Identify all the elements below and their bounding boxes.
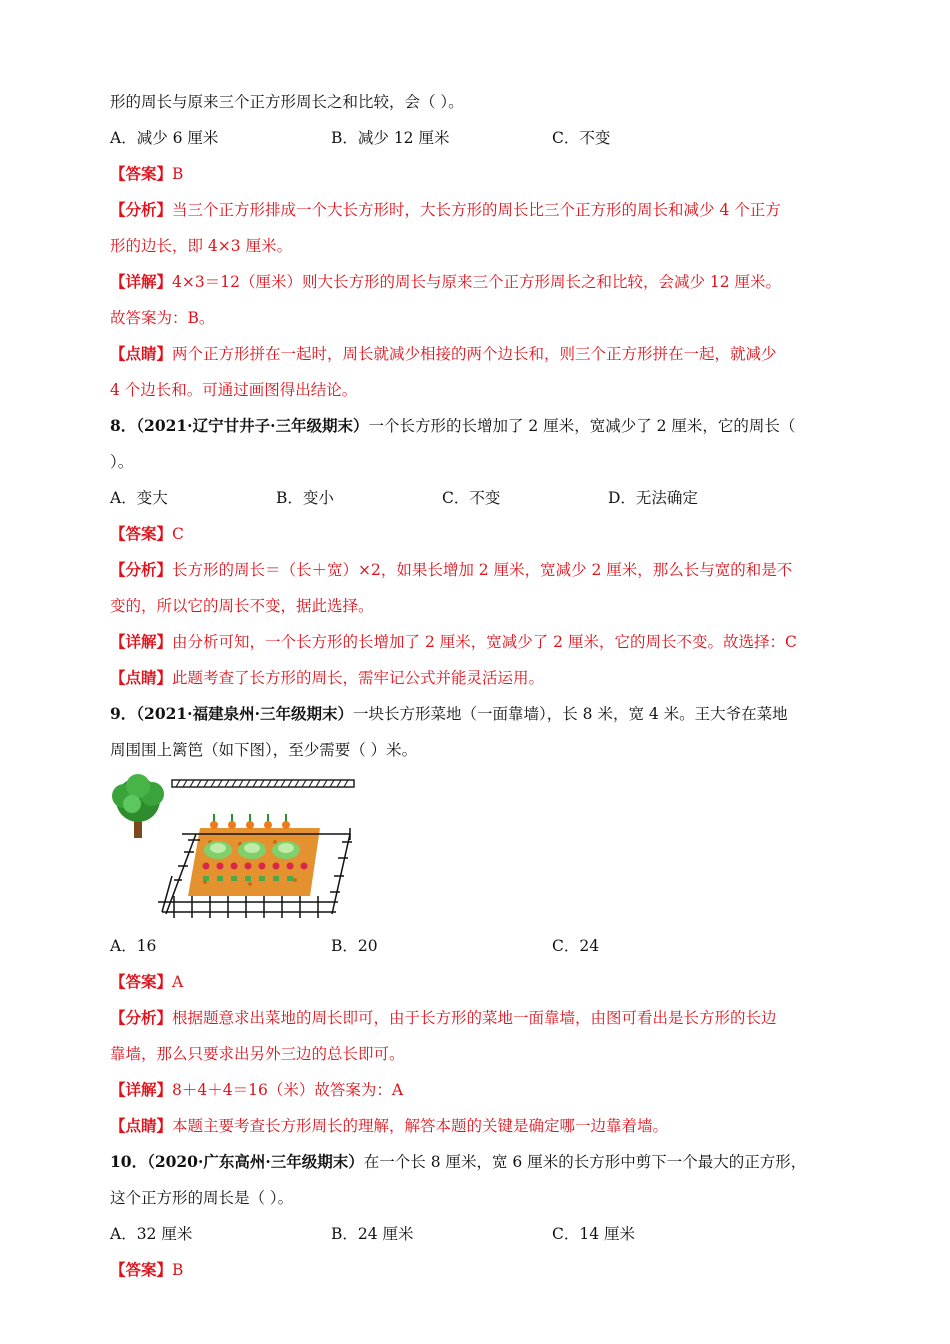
q7-options <box>110 128 840 148</box>
q8-option-d[interactable]: D．无法确定 <box>608 489 698 507</box>
q10-option-b[interactable]: B．24 厘米 <box>331 1225 414 1243</box>
wall-icon <box>172 780 354 787</box>
q8-option-c[interactable]: C．不变 <box>442 489 501 507</box>
q7-detail-cont: 故答案为：B。 <box>110 309 215 327</box>
q10-option-a[interactable]: A．32 厘米 <box>110 1225 193 1243</box>
q10-answer: 【答案】B <box>110 1260 184 1279</box>
q8-option-a[interactable]: A．变大 <box>110 489 168 507</box>
q7-comment-cont: 4 个边长和。可通过画图得出结论。 <box>110 381 358 399</box>
q8-options <box>110 488 840 508</box>
q8-option-b[interactable]: B．变小 <box>276 489 334 507</box>
q9-options <box>110 936 840 956</box>
q8-detail: 【详解】由分析可知，一个长方形的长增加了 2 厘米，宽减少了 2 厘米，它的周长不变。故选择：C <box>110 632 797 651</box>
q7-analysis: 【分析】当三个正方形排成一个大长方形时，大长方形的周长比三个正方形的周长和减少 4 个正方 <box>110 200 781 219</box>
q10-stem-cont: 这个正方形的周长是（ ）。 <box>110 1189 294 1207</box>
q7-analysis-cont: 形的边长，即 4×3 厘米。 <box>110 237 293 255</box>
document-page <box>110 92 840 1280</box>
q9-analysis-cont: 靠墙，那么只要求出另外三边的总长即可。 <box>110 1045 405 1063</box>
q9-analysis: 【分析】根据题意求出菜地的周长即可，由于长方形的菜地一面靠墙，由图可看出是长方形的长边 <box>110 1008 777 1027</box>
q9-stem: 9．（2021·福建泉州·三年级期末）一块长方形菜地（一面靠墙），长 8 米，宽 4 米。王大爷在菜地 <box>110 704 788 723</box>
q7-answer: 【答案】B <box>110 164 184 183</box>
q9-answer: 【答案】A <box>110 972 184 991</box>
q9-option-b[interactable]: B．20 <box>331 937 378 955</box>
q7-comment: 【点睛】两个正方形拼在一起时，周长就减少相接的两个边长和，则三个正方形拼在一起，就减少 <box>110 344 777 363</box>
q9-comment: 【点睛】本题主要考查长方形周长的理解，解答本题的关键是确定哪一边靠着墙。 <box>110 1116 669 1135</box>
vegetable-garden-figure <box>110 772 370 932</box>
q7-option-b[interactable]: B．减少 12 厘米 <box>331 129 450 147</box>
garden-bed-icon <box>188 814 320 896</box>
q10-options <box>110 1224 840 1244</box>
q10-option-c[interactable]: C．14 厘米 <box>552 1225 636 1243</box>
q7-option-c[interactable]: C．不变 <box>552 129 611 147</box>
q9-stem-cont: 周围围上篱笆（如下图），至少需要（ ）米。 <box>110 741 418 759</box>
q8-analysis: 【分析】长方形的周长＝（长＋宽）×2，如果长增加 2 厘米，宽减少 2 厘米，那么长与宽的和是不 <box>110 560 793 579</box>
q9-option-c[interactable]: C．24 <box>552 937 600 955</box>
q7-detail: 【详解】4×3＝12（厘米）则大长方形的周长与原来三个正方形周长之和比较，会减少 12 厘米。 <box>110 272 782 291</box>
q8-analysis-cont: 变的，所以它的周长不变，据此选择。 <box>110 597 374 615</box>
tree-icon <box>112 774 164 838</box>
q7-stem-tail: 形的周长与原来三个正方形周长之和比较，会（ ）。 <box>110 93 464 111</box>
q8-stem: 8．（2021·辽宁甘井子·三年级期末）一个长方形的长增加了 2 厘米，宽减少了 2 厘米，它的周长（ <box>110 416 796 435</box>
q9-option-a[interactable]: A．16 <box>110 937 157 955</box>
q9-detail: 【详解】8＋4＋4＝16（米）故答案为：A <box>110 1080 404 1099</box>
q7-option-a[interactable]: A．减少 6 厘米 <box>110 129 219 147</box>
q8-comment: 【点睛】此题考查了长方形的周长，需牢记公式并能灵活运用。 <box>110 668 545 687</box>
q8-answer: 【答案】C <box>110 524 184 543</box>
q8-stem-cont: ）。 <box>110 453 134 471</box>
garden-illustration <box>110 772 370 932</box>
q10-stem: 10．（2020·广东高州·三年级期末）在一个长 8 厘米，宽 6 厘米的长方形中剪下一个最大的正方形， <box>110 1152 807 1171</box>
